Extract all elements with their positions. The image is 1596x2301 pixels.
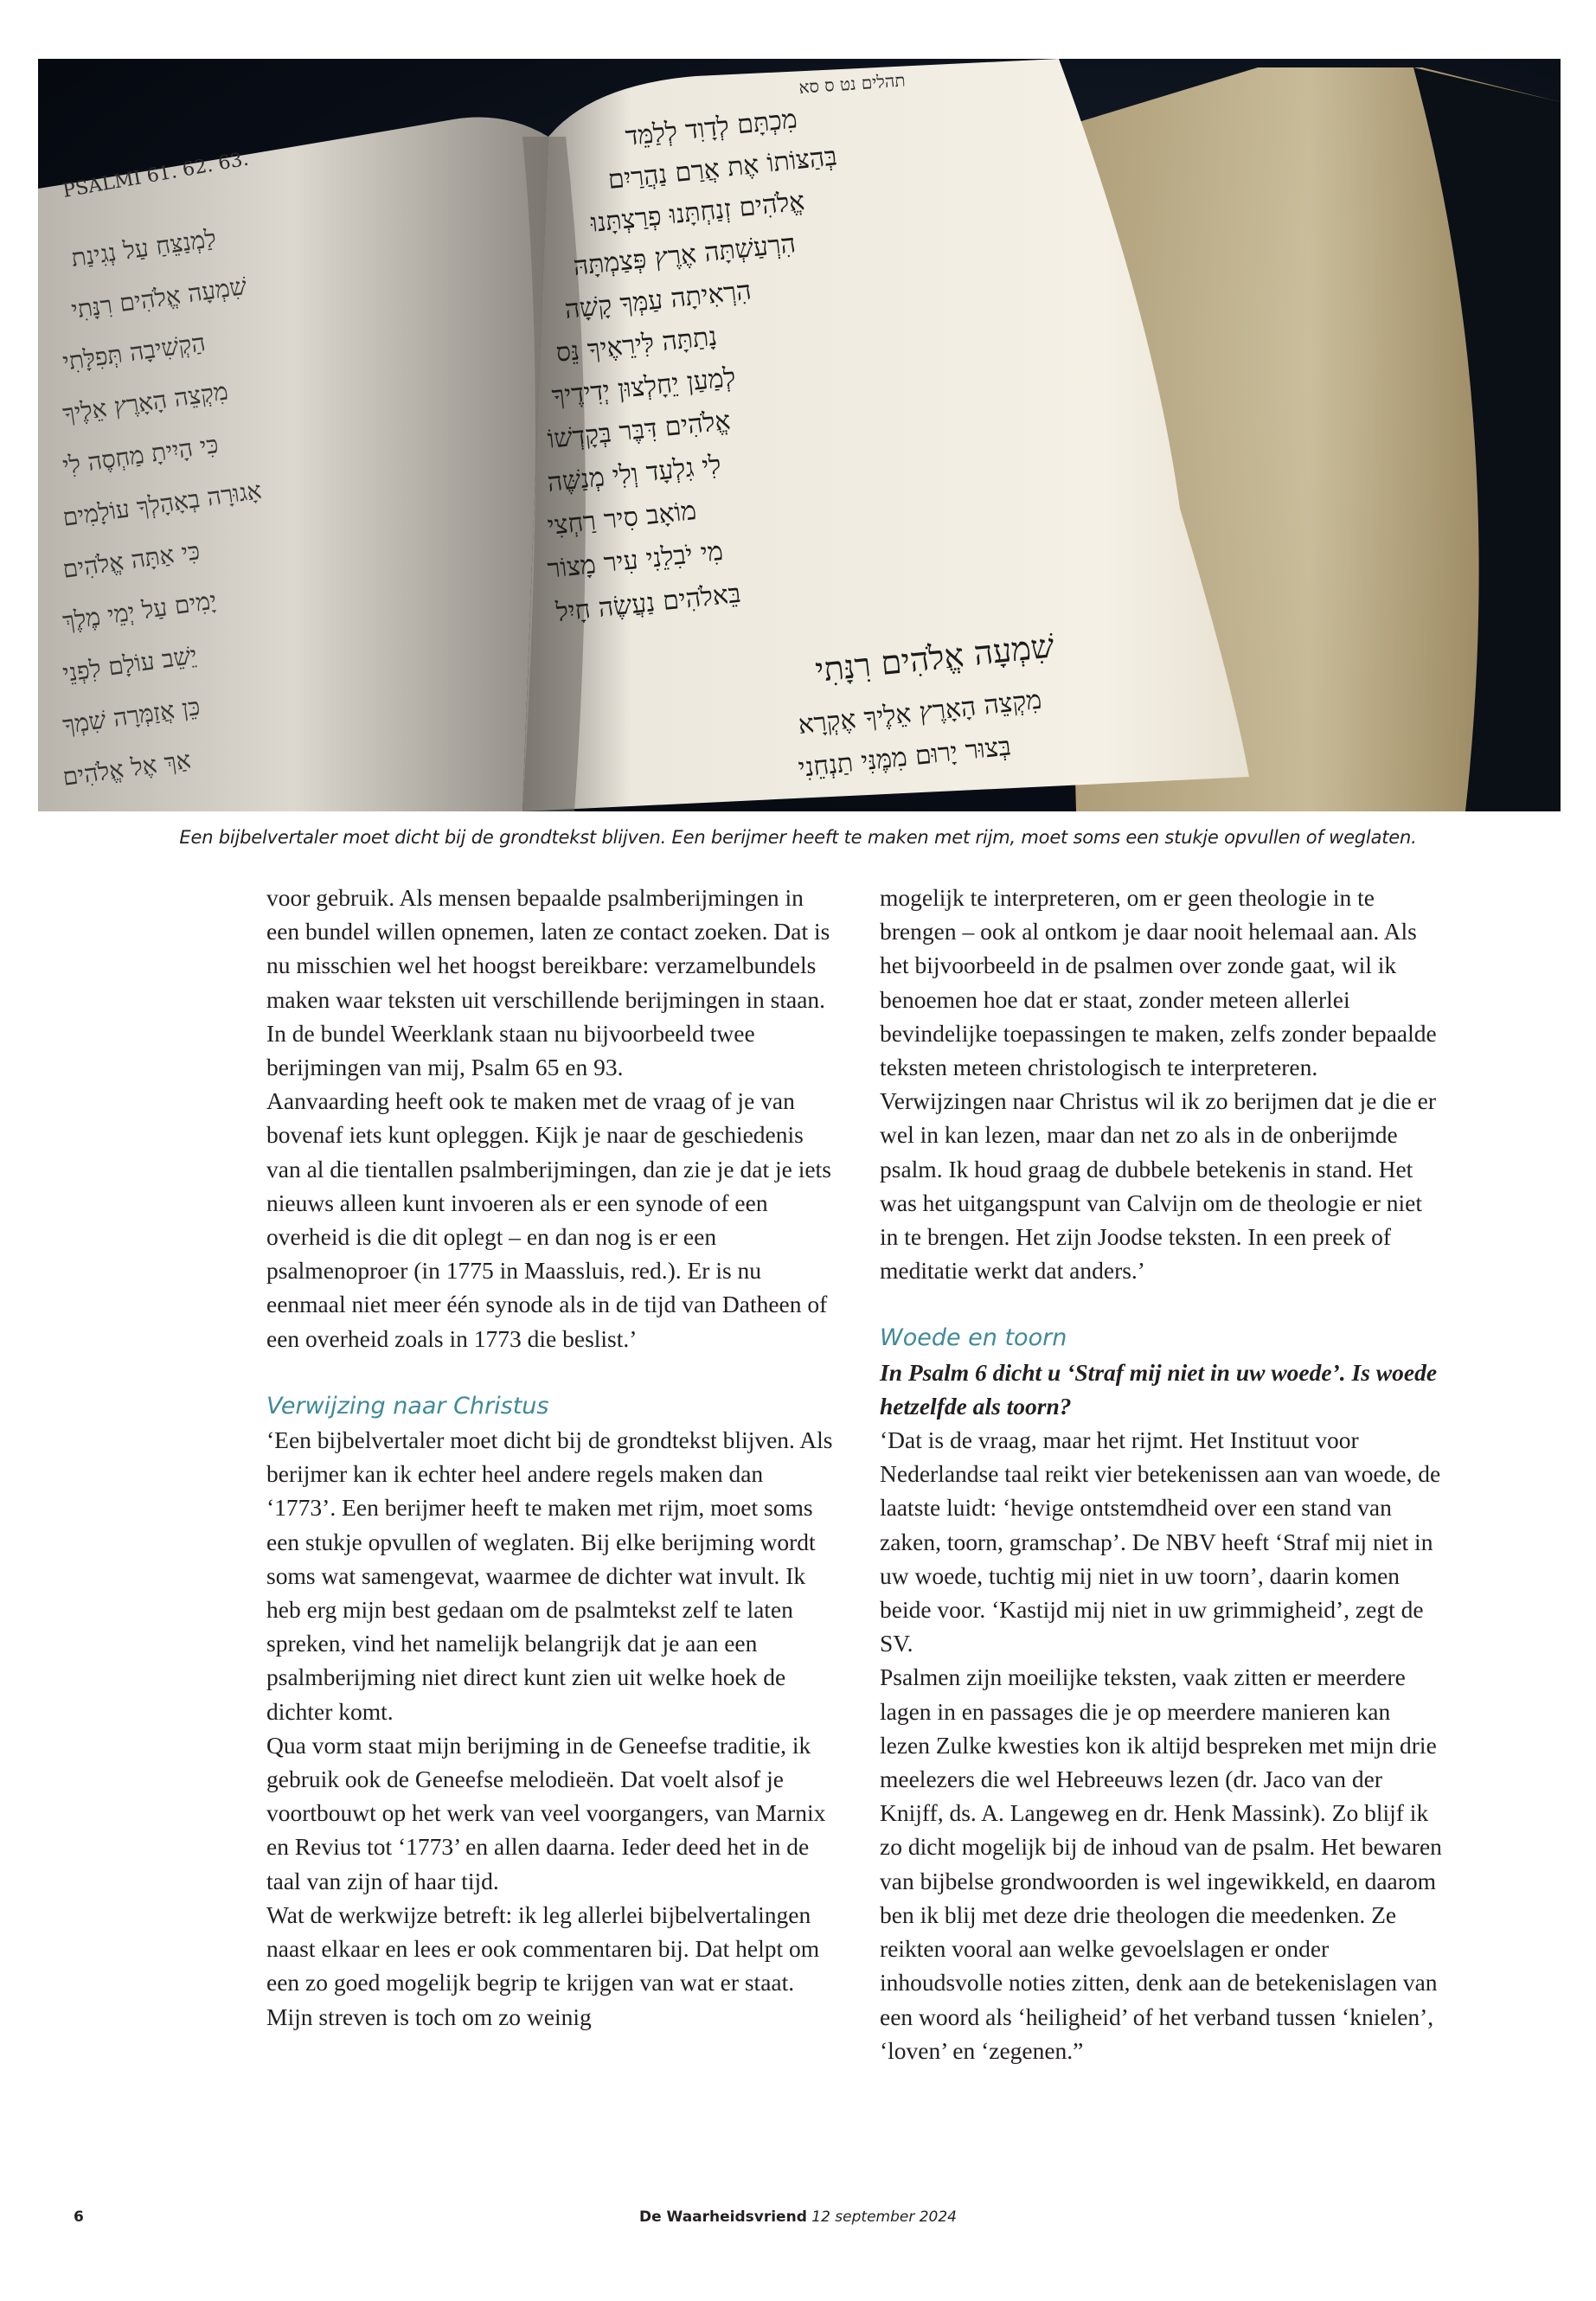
svg-text:בֵּאלֹהִים נַעֲשֶׂה חָיִל: בֵּאלֹהִים נַעֲשֶׂה חָיִל	[554, 578, 742, 628]
paragraph: ‘Dat is de vraag, maar het rijmt. Het Instituut voor Nederlandse taal reikt vier betekenissen aan van woede, de laatste luidt: ‘hevige ontstemdheid over een stand van zaken, toorn, gramschap’. De NBV heeft ‘Straf mij niet in uw woede, tuchtig mij niet in uw toorn’, daarin komen beide voor. ‘Kastijd mij niet in uw grimmigheid’, zegt de SV.	[880, 1426, 1441, 1657]
open-hebrew-bible-image	[38, 59, 1561, 811]
bible-photo	[38, 59, 1561, 811]
svg-text:הִרְעַשְׁתָּה אֶרֶץ פְּצַמְתָּ: הִרְעַשְׁתָּה אֶרֶץ פְּצַמְתָּהּ	[572, 228, 798, 282]
svg-text:מִכְתָּם לְדָוִד לְלַמֵּד: מִכְתָּם לְדָוִד לְלַמֵּד	[624, 104, 799, 152]
svg-text:אֱלֹהִים זְנַחְתָּנוּ פְרַצְתָ: אֱלֹהִים זְנַחְתָּנוּ פְרַצְתָּנוּ	[589, 186, 806, 239]
paragraph: Qua vorm staat mijn berijming in de Geneefse traditie, ik gebruik ook de Geneefse melodieën. Dat voelt alsof je voortbouwt op het werk van veel voorgangers, van Marnix en Revius tot ‘1773’ en allen daarna. Ieder deed het in de taal van zijn of haar tijd.	[266, 1731, 826, 1894]
svg-text:שִׁמְעָה אֱלֹהִים רִנָּתִי: שִׁמְעָה אֱלֹהִים רִנָּתִי	[813, 626, 1056, 689]
svg-text:שִׁמְעָה אֱלֹהִים רִנָּתִי: שִׁמְעָה אֱלֹהִים רִנָּתִי	[69, 271, 249, 324]
paragraph: Wat de werkwijze betreft: ik leg allerlei bijbelvertalingen naast elkaar en lees er ook commentaren bij. Dat helpt om een zo goed mogelijk begrip te krijgen van wat er staat. Mijn streven is toch om zo weinig	[266, 1900, 820, 2030]
svg-text:הִרְאִיתָה עַמְּךָ קָשָׁה: הִרְאִיתָה עַמְּךָ קָשָׁה	[563, 275, 753, 325]
svg-text:בְּצוּר יָרוּם מִמֶּנִּי תַנְח: בְּצוּר יָרוּם מִמֶּנִּי תַנְחֵנִי	[797, 731, 1013, 784]
photo-caption: Een bijbelvertaler moet dicht bij de grondtekst blijven. Een berijmer heeft te maken met rijm, moet soms een stukje opvullen of weglaten.	[179, 827, 1417, 848]
paragraph: Psalmen zijn moeilijke teksten, vaak zitten er meerdere lagen in en passages die je op meerdere manieren kan lezen Zulke kwesties kon ik altijd bespreken met mijn drie meelezers die wel Hebreeuws lezen (dr. Jaco van der Knijff, ds. A. Langeweg en dr. Henk Massink). Zo blijf ik zo dicht mogelijk bij de inhoud van de psalm. Het bewaren van bijbelse grondwoorden is wel ingewikkeld, en daarom ben ik blij met deze drie theologen die meedenken. Ze reikten vooral aan welke gevoelslagen er onder inhoudsvolle noties zitten, denk aan de betekenislagen van een woord als ‘heiligheid’ of het verband tussen ‘knielen’, ‘loven’ en ‘zegenen.”	[880, 1663, 1442, 2064]
svg-text:אַךְ אֶל אֱלֹהִים: אַךְ אֶל אֱלֹהִים	[61, 745, 193, 792]
page-number: 6	[74, 2208, 84, 2226]
article-column-right	[880, 881, 1446, 2067]
interview-question: In Psalm 6 dicht u ‘Straf mij niet in uw woede’. Is woede hetzelfde als toorn?	[880, 1358, 1438, 1420]
svg-text:מִי יֹבִלֵנִי עִיר מָצוֹר: מִי יֹבִלֵנִי עִיר מָצוֹר	[546, 535, 725, 585]
svg-text:יָמִים עַל יְמֵי מֶלֶךְ: יָמִים עַל יְמֵי מֶלֶךְ	[61, 586, 219, 636]
paragraph: voor gebruik. Als mensen bepaalde psalmberijmingen in een bundel willen opnemen, laten ze contact zoeken. Dat is nu misschien wel het hoogst bereikbare: verzamelbundels maken waar teksten uit verschillende berijmingen in staan. In de bundel Weerklank staan nu bijvoorbeeld twee berijmingen van mij, Psalm 65 en 93.	[266, 884, 830, 1081]
paragraph: mogelijk te interpreteren, om er geen theologie in te brengen – ook al ontkom je daar nooit helemaal aan. Als het bijvoorbeeld in de psalmen over zonde gaat, wil ik benoemen hoe dat er staat, zonder meteen allerlei bevindelijke toepassingen te maken, zelfs zonder bepaalde teksten meteen christologisch te interpreteren. Verwijzingen naar Christus wil ik zo berijmen dat je die er wel in kan lezen, maar dan net zo als in de onberijmde psalm. Ik houd graag de dubbele betekenis in stand. Het was het uitgangspunt van Calvijn om de theologie er niet in te brengen. Het zijn Joodse teksten. In een preek of meditatie werkt dat anders.’	[880, 884, 1437, 1285]
paragraph: ‘Een bijbelvertaler moet dicht bij de grondtekst blijven. Als berijmer kan ik echter heel andere regels maken dan ‘1773’. Een berijmer heeft te maken met rijm, moet soms een stukje opvullen of weglaten. Bij elke berijming wordt soms wat samengevat, waarmee de dichter wat invult. Ik heb erg mijn best gedaan om de psalmtekst zelf te laten spreken, vind het namelijk belangrijk dat je aan een psalmberijming niet direct kunt zien uit welke hoek de dichter komt.	[266, 1426, 833, 1725]
svg-text:כִּי הָיִיתָ מַחְסֶה לִי: כִּי הָיִיתָ מַחְסֶה לִי	[61, 430, 221, 480]
section-heading: Woede en toorn	[880, 1324, 1067, 1352]
svg-text:מִקְצֵה הָאָרֶץ אֵלֶיךָ אֶקְרָ: מִקְצֵה הָאָרֶץ אֵלֶיךָ אֶקְרָא	[797, 684, 1043, 740]
svg-text:כֵּן אֲזַמְּרָה שִׁמְךָ: כֵּן אֲזַמְּרָה שִׁמְךָ	[61, 692, 202, 740]
svg-text:PSALMI 61. 62. 63.: PSALMI 61. 62. 63.	[61, 148, 251, 202]
svg-text:לַמְנַצֵּחַ עַל נְגִינַת: לַמְנַצֵּחַ עַל נְגִינַת	[69, 223, 218, 272]
svg-text:הַקְשִׁיבָה תְּפִלָּתִי: הַקְשִׁיבָה תְּפִלָּתִי	[61, 328, 208, 376]
svg-text:אֱלֹהִים דִּבֶּר בְּקָדְשׁוֹ: אֱלֹהִים דִּבֶּר בְּקָדְשׁוֹ	[546, 405, 733, 455]
issue-date: 12 september 2024	[811, 2208, 957, 2226]
svg-text:תהלים נט ס סא: תהלים נט ס סא	[798, 69, 907, 98]
svg-text:כִּי אַתָּה אֱלֹהִים: כִּי אַתָּה אֱלֹהִים	[61, 536, 202, 584]
magazine-title: De Waarheidsvriend	[638, 2208, 807, 2226]
svg-text:לִי גִלְעָד וְלִי מְנַשֶּׁה: לִי גִלְעָד וְלִי מְנַשֶּׁה	[546, 450, 723, 498]
svg-text:לְמַעַן יֵחָלְצוּן יְדִידֶיךָ: לְמַעַן יֵחָלְצוּן יְדִידֶיךָ	[550, 362, 738, 412]
paragraph: Aanvaarding heeft ook te maken met de vraag of je van bovenaf iets kunt opleggen. Kijk je naar de geschiedenis van al die tientallen psalmberijmingen, dan zie je dat je iets nieuws alleen kunt invoeren als er een synode of een overheid is die dit oplegt – en dan nog is er een psalmenoproer (in 1775 in Maassluis, red.). Er is nu eenmaal niet meer één synode als in de tijd van Datheen of een overheid zoals in 1773 die beslist.’	[266, 1087, 831, 1352]
svg-text:נָתַתָּה לִּירֵאֶיךָ נֵּס: נָתַתָּה לִּירֵאֶיךָ נֵּס	[554, 321, 719, 369]
page-footer	[0, 2208, 1596, 2226]
svg-text:מִקְצֵה הָאָרֶץ אֵלֶיךָ: מִקְצֵה הָאָרֶץ אֵלֶיךָ	[61, 376, 230, 428]
section-heading: Verwijzing naar Christus	[266, 1392, 549, 1420]
svg-text:בְּהַצּוֹתוֹ אֶת אֲרַם נַהֲרַי: בְּהַצּוֹתוֹ אֶת אֲרַם נַהֲרַיִם	[606, 141, 839, 195]
svg-text:מוֹאָב סִיר רַחְצִי: מוֹאָב סִיר רַחְצִי	[546, 496, 698, 542]
svg-text:אָגוּרָה בְאָהָלְךָ עוֹלָמִים: אָגוּרָה בְאָהָלְךָ עוֹלָמִים	[61, 476, 264, 532]
article-column-left	[266, 881, 833, 2034]
svg-text:יֵשֵׁב עוֹלָם לִפְנֵי: יֵשֵׁב עוֹלָם לִפְנֵי	[61, 640, 199, 688]
